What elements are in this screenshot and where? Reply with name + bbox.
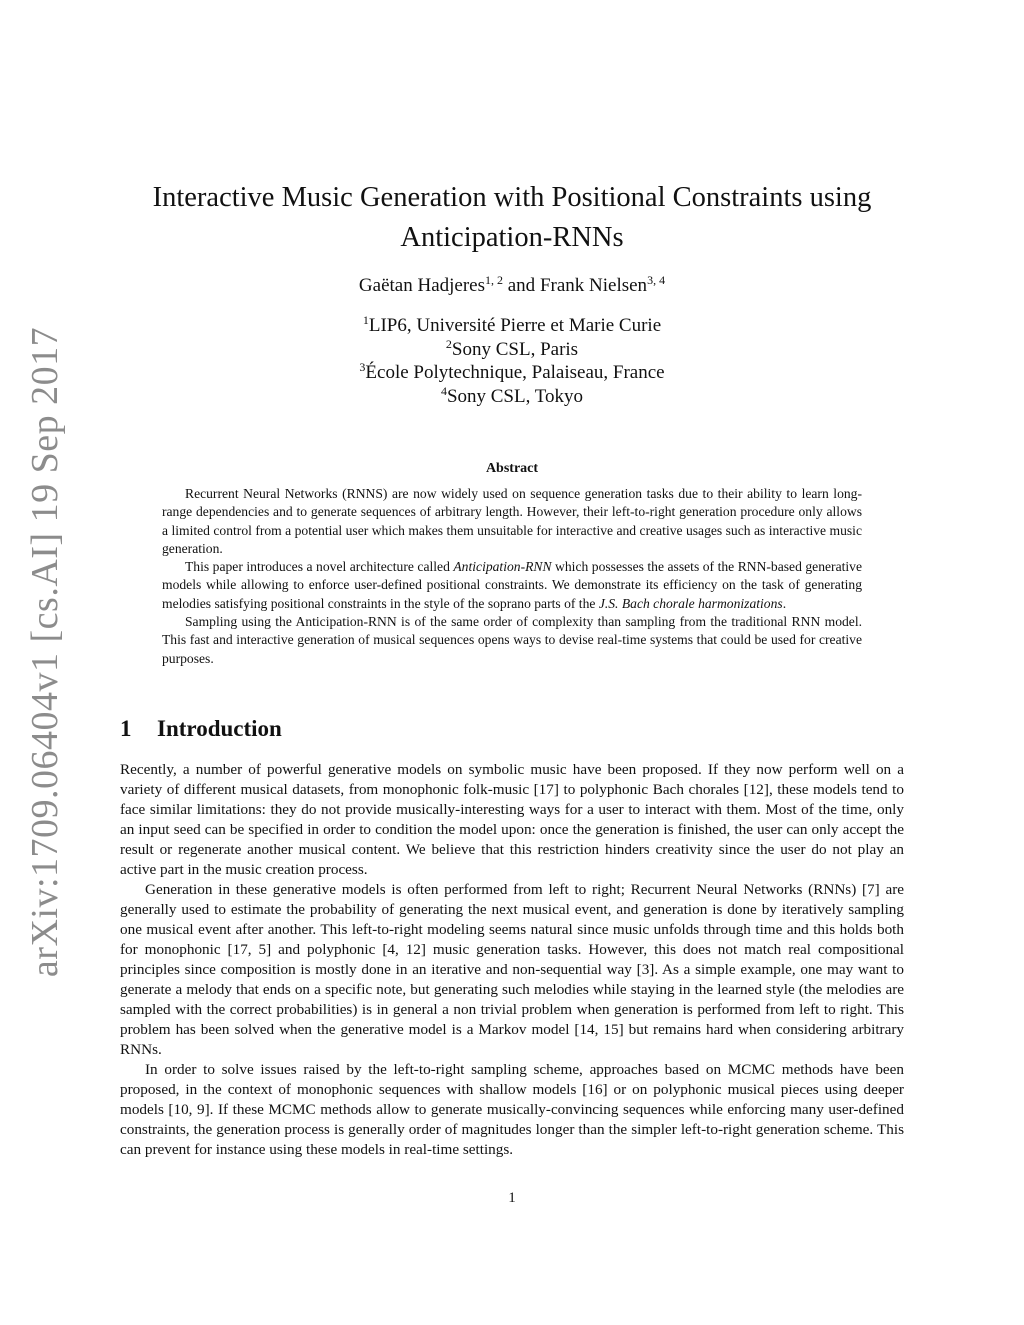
introduction-body [120,760,904,1160]
abstract-heading: Abstract [485,461,539,476]
abstract-p2-dataset-name: J.S. Bach chorale harmonizations [598,595,783,611]
abstract-paragraph-3: Sampling using the Anticipation-RNN is of the same order of complexity than sampling from the traditional RNN model. This fast and interactive generation of musical sequences opens ways to devise real-time systems that could be used for creative purposes. [162,614,862,666]
abstract-paragraph-2 [162,558,862,613]
author-conjunction: and [503,275,540,296]
abstract-body [162,485,862,668]
affiliation-3 [120,361,904,385]
arxiv-identifier-stamp: arXiv:1709.06404v1 [cs.AI] 19 Sep 2017 [24,326,66,978]
affiliation-3-mark: 3 [359,360,366,374]
author-1-affil-marks: 1, 2 [485,273,503,287]
affiliation-1-mark: 1 [362,313,369,327]
author-2-affil-marks: 3, 4 [647,273,666,287]
affiliation-1 [120,314,904,338]
affiliation-3-text: École Polytechnique, Palaiseau, France [365,362,665,383]
paper-title [120,178,904,258]
author-1-name: Gaëtan Hadjeres [358,275,485,296]
affiliation-4 [120,385,904,409]
affiliation-4-text: Sony CSL, Tokyo [446,385,584,407]
section-title: Introduction [157,716,282,741]
affiliation-list [120,314,904,408]
abstract-paragraph-1: Recurrent Neural Networks (RNNS) are now widely used on sequence generation tasks due to their ability to learn long-range dependencies and to generate sequences of arbitrary length. However, their left-to-right generation procedure only allows a limited control from a potential user which makes them unsuitable for interactive and creative usages such as interactive music generation. [162,486,862,556]
abstract-p2-text-c: . [782,595,787,611]
title-line-2: Anticipation-RNNs [400,222,624,253]
body-paragraph-1: Recently, a number of powerful generative models on symbolic music have been proposed. If they now perform well on a variety of different musical datasets, from monophonic folk-music [17] to polyphonic Bach chorales [12], these models tend to face similar limitations: they do not provide musically-interesting ways for a user to interact with them. Most of the time, only an input seed can be specified in order to condition the model upon: once the generation is finished, the user can only accept the result or regenerate another musical content. We believe that this restriction hinders creativity since the user do not play an active part in the music creation process. [120,761,904,878]
abstract-p2-model-name: Anticipation-RNN [453,559,552,575]
affiliation-2-mark: 2 [445,336,452,351]
affiliation-2 [120,338,904,362]
affiliation-4-mark: 4 [440,383,447,398]
section-number: 1 [120,716,132,741]
author-list [120,274,904,298]
section-heading [120,714,282,744]
author-2-name: Frank Nielsen [539,275,648,296]
affiliation-2-text: Sony CSL, Paris [451,338,579,360]
body-paragraph-2: Generation in these generative models is often performed from left to right; Recurrent Neural Networks (RNNs) [7] are generally used to estimate the probability of generating the next musical event, and generation is done by iteratively sampling one musical event after another. This left-to-right modeling seems natural since music unfolds through time and this holds both for monophonic [17, 5] and polyphonic [4, 12] music generation tasks. However, this does not match real compositional principles since composition is mostly done in an iterative and non-sequential way [3]. As a simple example, one may want to generate a melody that ends on a specific note, but generating such melodies while staying in the learned style (the melodies are sampled with the correct probabilities) is in general a non trivial problem when generation is performed from left to right. This problem has been solved when the generative model is a Markov model [14, 15] but remains hard when considering arbitrary RNNs. [120,881,904,1058]
abstract-p2-text-b: which possesses the assets of the RNN-based generative models while allowing to enforce user-defined positional constraints. We demonstrate its efficiency on the task of generating melodies satisfying positional constraints in the style of the soprano parts of the [162,559,862,611]
body-paragraph-3: In order to solve issues raised by the left-to-right sampling scheme, approaches based on MCMC methods have been proposed, in the context of monophonic sequences with shallow models [16] or on polyphonic musical pieces using deeper models [10, 9]. If these MCMC methods allow to generate musically-convincing sequences while enforcing many user-defined constraints, the generation process is generally order of magnitudes longer than the simpler left-to-right generation scheme. This can prevent for instance using these models in real-time settings. [120,1061,904,1158]
abstract-p2-text-a: This paper introduces a novel architecture called [185,559,454,575]
page-number: 1 [508,1190,516,1206]
title-line-1: Interactive Music Generation with Positional Constraints using [152,182,872,213]
affiliation-1-text: LIP6, Université Pierre et Marie Curie [368,315,662,336]
